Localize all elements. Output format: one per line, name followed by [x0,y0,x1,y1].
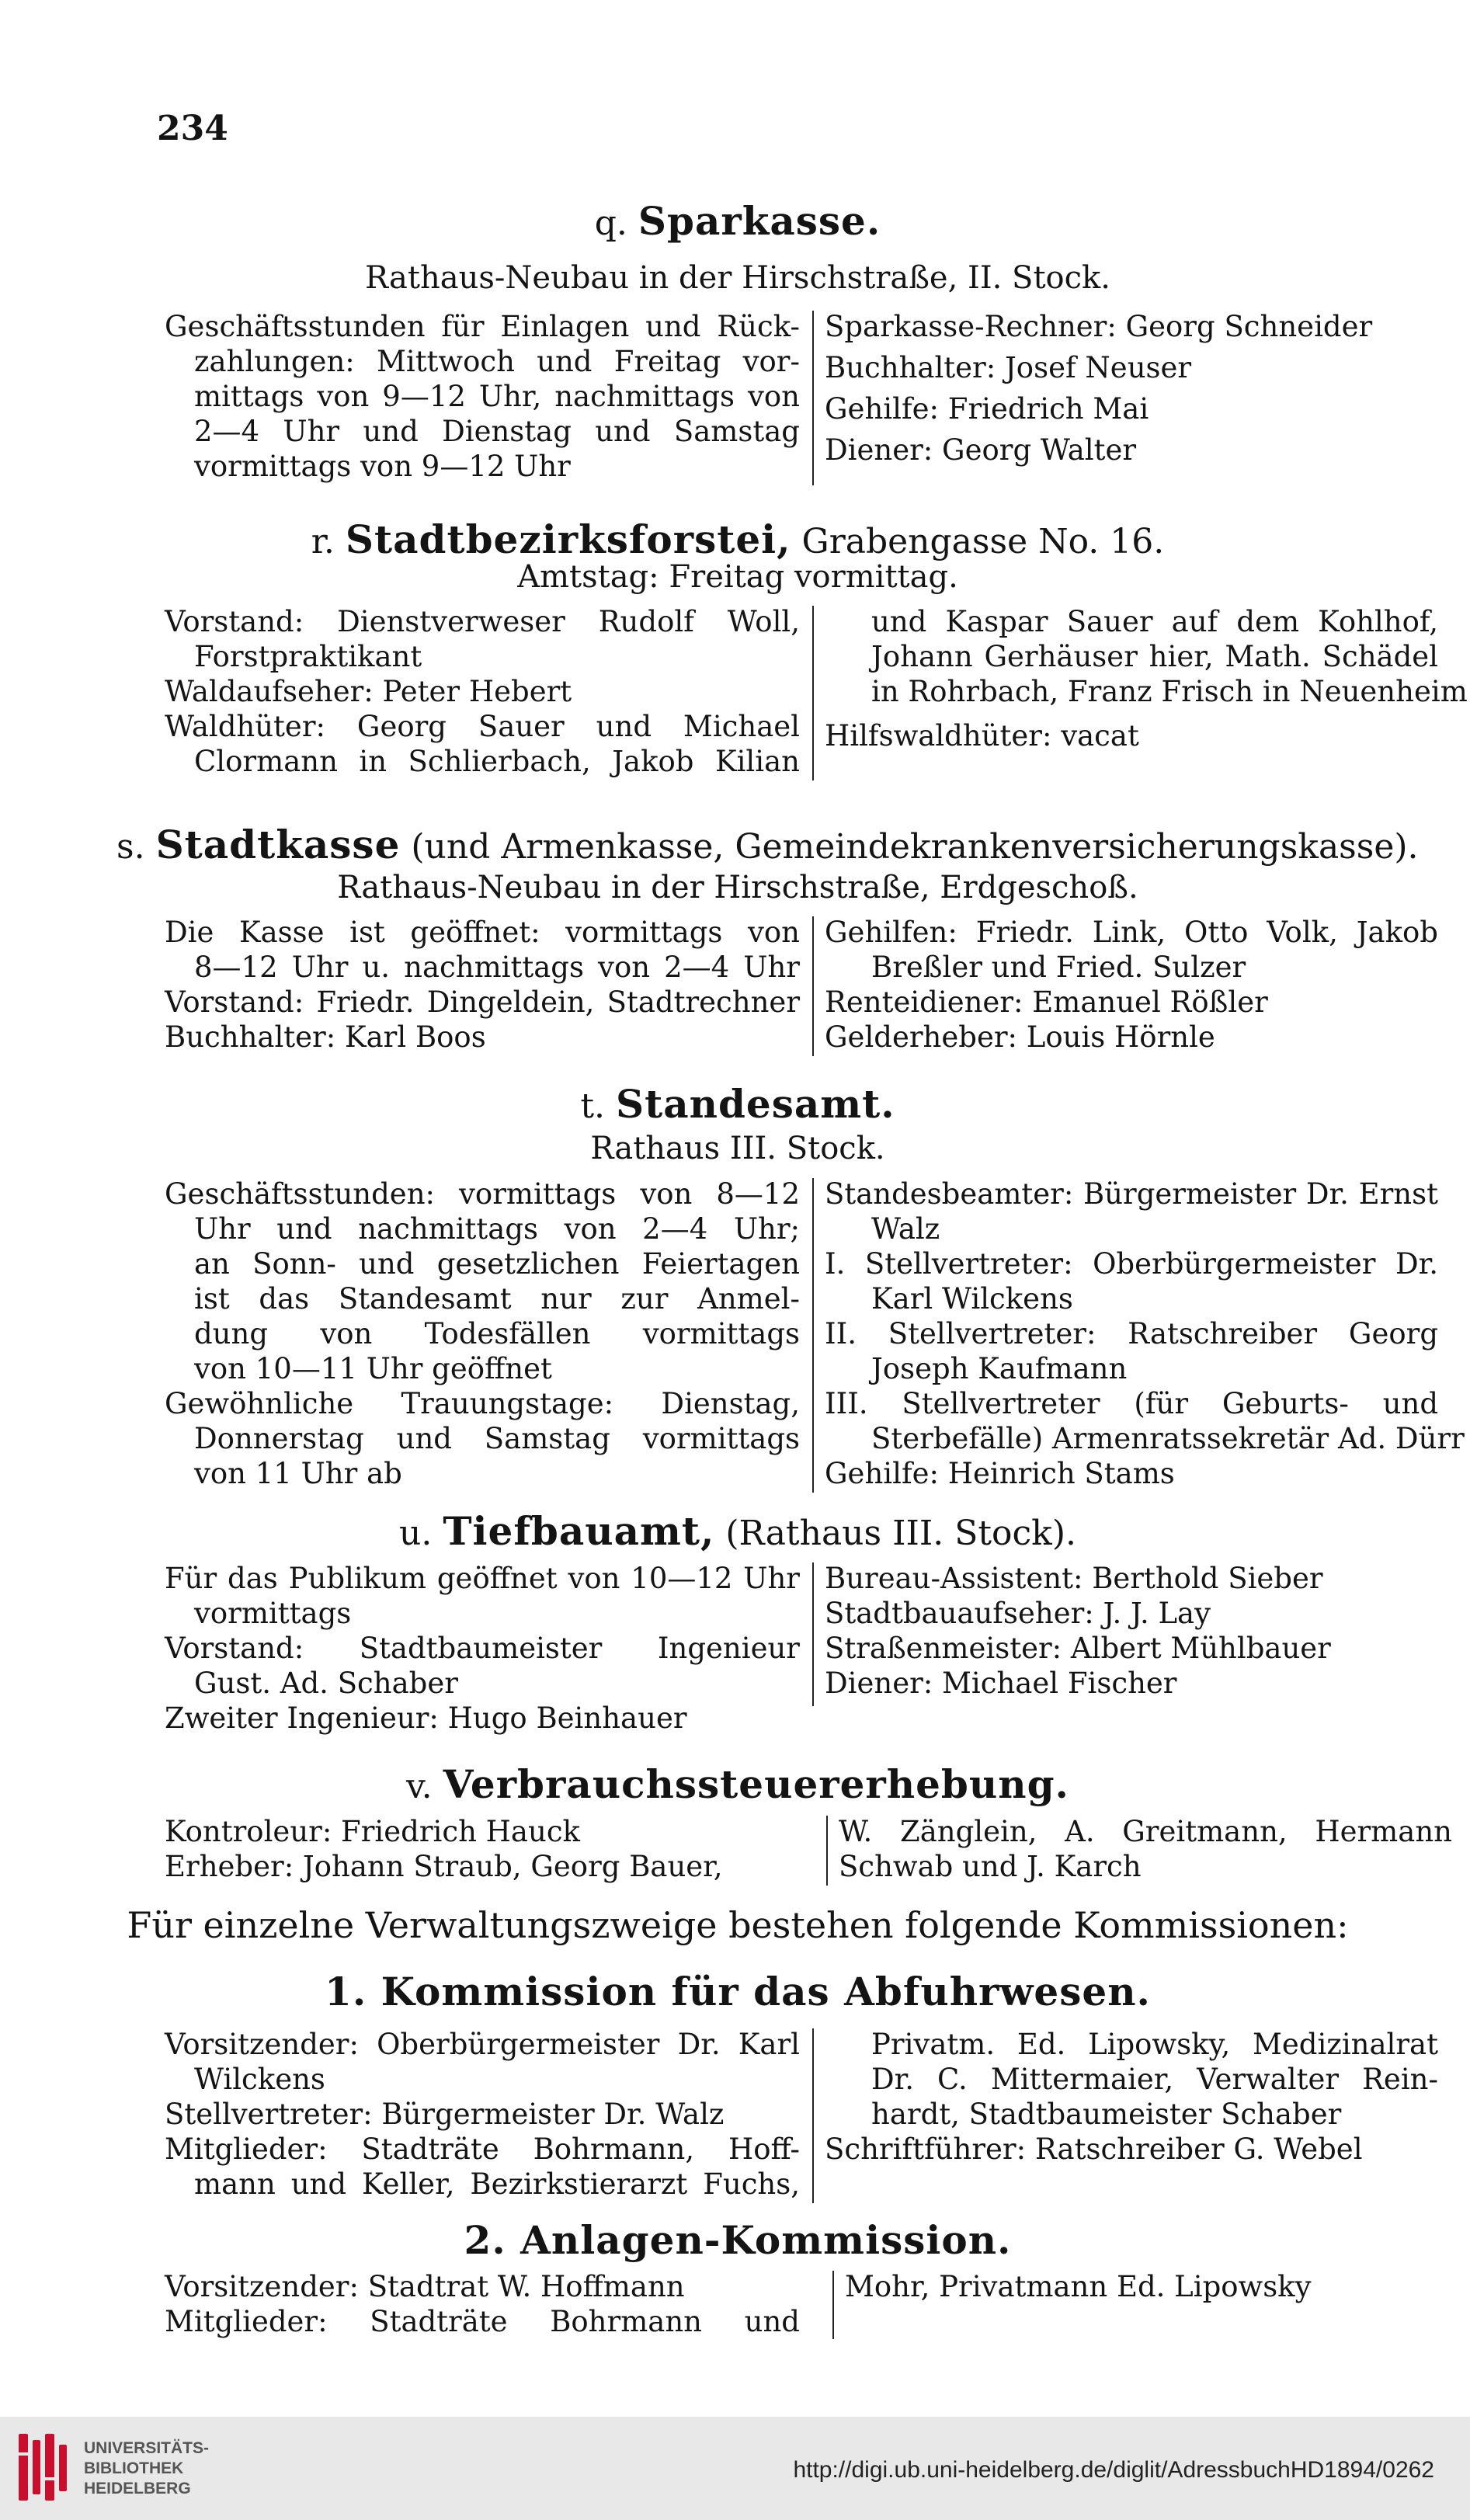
section-s-right-column [825,915,1438,1055]
text-line: Schriftführer: Ratschreiber G. Webel [825,2132,1363,2166]
library-line: HEIDELBERG [84,2480,191,2497]
text-line: Die Kasse ist geöffnet: vormittags von [165,916,800,949]
text-line: Diener: Georg Walter [825,433,1137,467]
text-line: Waldaufseher: Peter Hebert [165,675,572,708]
text-line: ist das Standesamt nur zur Anmel- [194,1282,800,1316]
text-line: Mitglieder: Stadträte Bohrmann, Hoff- [165,2132,800,2166]
text-line: Buchhalter: Karl Boos [165,1020,486,1054]
section-r-heading [116,516,1359,562]
section-r-address: Amtstag: Freitag vormittag. [517,559,958,595]
column-divider [812,311,814,485]
text-line: Mohr, Privatmann Ed. Lipowsky [845,2270,1312,2303]
section-q-address: Rathaus-Neubau in der Hirschstraße, II. Stock. [365,260,1110,296]
text-line: und Kaspar Sauer auf dem Kohlhof, [871,605,1438,638]
page-number: 234 [157,109,228,148]
text-line: Clormann in Schlierbach, Jakob Kilian [194,745,800,778]
text-line: Hilfswaldhüter: vacat [825,719,1139,753]
section-q-left-column [165,309,800,484]
text-line: Dr. C. Mittermaier, Verwalter Rein- [871,2063,1438,2096]
text-line: dung von Todesfällen vormittags [194,1317,800,1350]
column-divider [812,606,814,780]
section-r-right-column [825,604,1468,753]
column-divider [826,1816,828,1886]
text-line: mittags von 9—12 Uhr, nachmittags von [194,380,800,413]
library-line: BIBLIOTHEK [84,2459,184,2477]
section-v-left-column [165,1814,800,1884]
commission-2-right-column [845,2269,1435,2304]
section-t-heading [116,1081,1359,1127]
text-line: Gehilfe: Friedrich Mai [825,392,1149,426]
section-s-address: Rathaus-Neubau in der Hirschstraße, Erdgeschoß. [337,870,1138,905]
section-title-suffix: Grabengasse No. 16. [801,522,1165,561]
text-line: zahlungen: Mittwoch und Freitag vor- [194,345,800,378]
section-t-left-column [165,1177,800,1491]
section-title: Standesamt. [615,1081,895,1127]
text-line: Stadtbauaufseher: J. J. Lay [825,1597,1211,1630]
section-v-heading [116,1761,1359,1807]
text-line: Gelderheber: Louis Hörnle [825,1020,1215,1054]
section-title: Verbrauchssteuererhebung. [443,1761,1069,1807]
text-line: von 10—11 Uhr geöffnet [194,1352,552,1385]
section-s-left-column [165,915,800,1055]
text-line: vormittags von 9—12 Uhr [194,450,571,483]
section-v-right-column [839,1814,1452,1884]
text-line: Gehilfen: Friedr. Link, Otto Volk, Jakob [825,916,1438,949]
section-q-heading [116,198,1359,244]
text-line: Stellvertreter: Bürgermeister Dr. Walz [165,2098,725,2131]
text-line: Standesbeamter: Bürgermeister Dr. Ernst [825,1177,1438,1211]
text-line: Zweiter Ingenieur: Hugo Beinhauer [165,1701,687,1735]
text-line: Renteidiener: Emanuel Rößler [825,985,1268,1019]
column-divider [812,916,814,1056]
text-line: 2—4 Uhr und Dienstag und Samstag [194,415,800,448]
section-letter: s. [116,827,145,867]
text-line: Diener: Michael Fischer [825,1667,1177,1700]
text-line: Vorsitzender: Stadtrat W. Hoffmann [165,2270,685,2303]
text-line: Vorstand: Friedr. Dingeldein, Stadtrechner [165,985,800,1019]
text-line: vormittags [194,1597,352,1630]
section-letter: q. [594,203,627,243]
commission-title: 1. Kommission für das Abfuhrwesen. [325,1969,1151,2014]
text-line: Geschäftsstunden: vormittags von 8—12 [165,1177,800,1211]
column-divider [812,1562,814,1706]
text-line: Vorstand: Dienstverweser Rudolf Woll, [165,605,800,638]
text-line: Sparkasse-Rechner: Georg Schneider [825,310,1373,343]
text-line: in Rohrbach, Franz Frisch in Neuenheim [871,675,1468,708]
section-title: Tiefbauamt, [443,1508,715,1554]
commission-1-right-column [825,2027,1438,2167]
text-line: Gehilfe: Heinrich Stams [825,1457,1175,1490]
footer-bar [0,2417,1470,2520]
column-divider [812,1178,814,1493]
text-line: III. Stellvertreter (für Geburts- und [825,1387,1438,1420]
section-t-right-column [825,1177,1465,1491]
text-line: Waldhüter: Georg Sauer und Michael [165,710,800,743]
source-url-link[interactable]: http://digi.ub.uni-heidelberg.de/diglit/AdressbuchHD1894/0262 [793,2457,1434,2483]
text-line: hardt, Stadtbaumeister Schaber [871,2098,1342,2131]
text-line: 8—12 Uhr u. nachmittags von 2—4 Uhr [194,951,800,984]
text-line: Straßenmeister: Albert Mühlbauer [825,1632,1331,1665]
text-line: Karl Wilckens [871,1282,1073,1316]
section-title: Stadtbezirksforstei, [345,516,791,562]
section-t-address: Rathaus III. Stock. [590,1131,885,1166]
section-title-suffix: (und Armenkasse, Gemeindekrankenversicherungskasse). [411,827,1419,867]
commissions-heading: Für einzelne Verwaltungszweige bestehen folgende Kommissionen: [127,1904,1349,1946]
commission-1-left-column [165,2027,800,2202]
text-line: Sterbefälle) Armenratssekretär Ad. Dürr [871,1422,1465,1455]
section-title: Sparkasse. [638,198,881,244]
library-name [84,2438,209,2499]
column-divider [832,2271,834,2339]
section-letter: v. [406,1767,433,1806]
text-line: Joseph Kaufmann [871,1352,1128,1385]
text-line: Geschäftsstunden für Einlagen und Rück- [165,310,800,343]
commission-2-left-column [165,2269,800,2339]
text-line: Bureau-Assistent: Berthold Sieber [825,1562,1323,1595]
section-letter: u. [399,1514,433,1553]
commission-1-heading [116,1969,1359,2014]
text-line: II. Stellvertreter: Ratschreiber Georg [825,1317,1438,1350]
text-line: Erheber: Johann Straub, Georg Bauer, [165,1850,723,1883]
section-q-right-column [825,309,1373,468]
text-line: Uhr und nachmittags von 2—4 Uhr; [194,1212,800,1246]
text-line: Mitglieder: Stadträte Bohrmann und [165,2305,800,2338]
section-u-heading [116,1508,1359,1554]
text-line: Johann Gerhäuser hier, Math. Schädel [871,640,1438,673]
text-line: Wilckens [194,2063,325,2096]
text-line: an Sonn- und gesetzlichen Feiertagen [194,1247,800,1281]
heidelberg-library-logo-icon [14,2429,78,2505]
text-line: Donnerstag und Samstag vormittags [194,1422,800,1455]
section-u-left-column [165,1561,800,1736]
text-line: Vorstand: Stadtbaumeister Ingenieur [165,1632,800,1665]
section-title-suffix: (Rathaus III. Stock). [725,1514,1076,1553]
section-s-heading [116,822,1419,867]
text-line: mann und Keller, Bezirkstierarzt Fuchs, [194,2167,800,2201]
library-line: UNIVERSITÄTS- [84,2439,210,2457]
text-line: von 11 Uhr ab [194,1457,402,1490]
text-line: Forstpraktikant [194,640,422,673]
text-line: Kontroleur: Friedrich Hauck [165,1815,580,1848]
text-line: Walz [871,1212,940,1246]
text-line: Breßler und Fried. Sulzer [871,951,1246,984]
text-line: W. Zänglein, A. Greitmann, Hermann [839,1815,1452,1848]
section-letter: r. [311,522,335,561]
text-line: Gewöhnliche Trauungstage: Dienstag, [165,1387,800,1420]
commission-2-heading [116,2217,1359,2263]
text-line: Vorsitzender: Oberbürgermeister Dr. Karl [165,2028,800,2061]
section-title: Stadtkasse [155,822,401,867]
column-divider [812,2028,814,2203]
section-r-left-column [165,604,800,779]
text-line: Für das Publikum geöffnet von 10—12 Uhr [165,1562,800,1595]
commission-title: 2. Anlagen-Kommission. [464,2217,1012,2263]
text-line: Buchhalter: Josef Neuser [825,351,1192,384]
text-line: I. Stellvertreter: Oberbürgermeister Dr. [825,1247,1438,1281]
section-letter: t. [580,1086,605,1126]
text-line: Schwab und J. Karch [839,1850,1142,1883]
section-u-right-column [825,1561,1438,1701]
text-line: Privatm. Ed. Lipowsky, Medizinalrat [871,2028,1438,2061]
text-line: Gust. Ad. Schaber [194,1667,458,1700]
